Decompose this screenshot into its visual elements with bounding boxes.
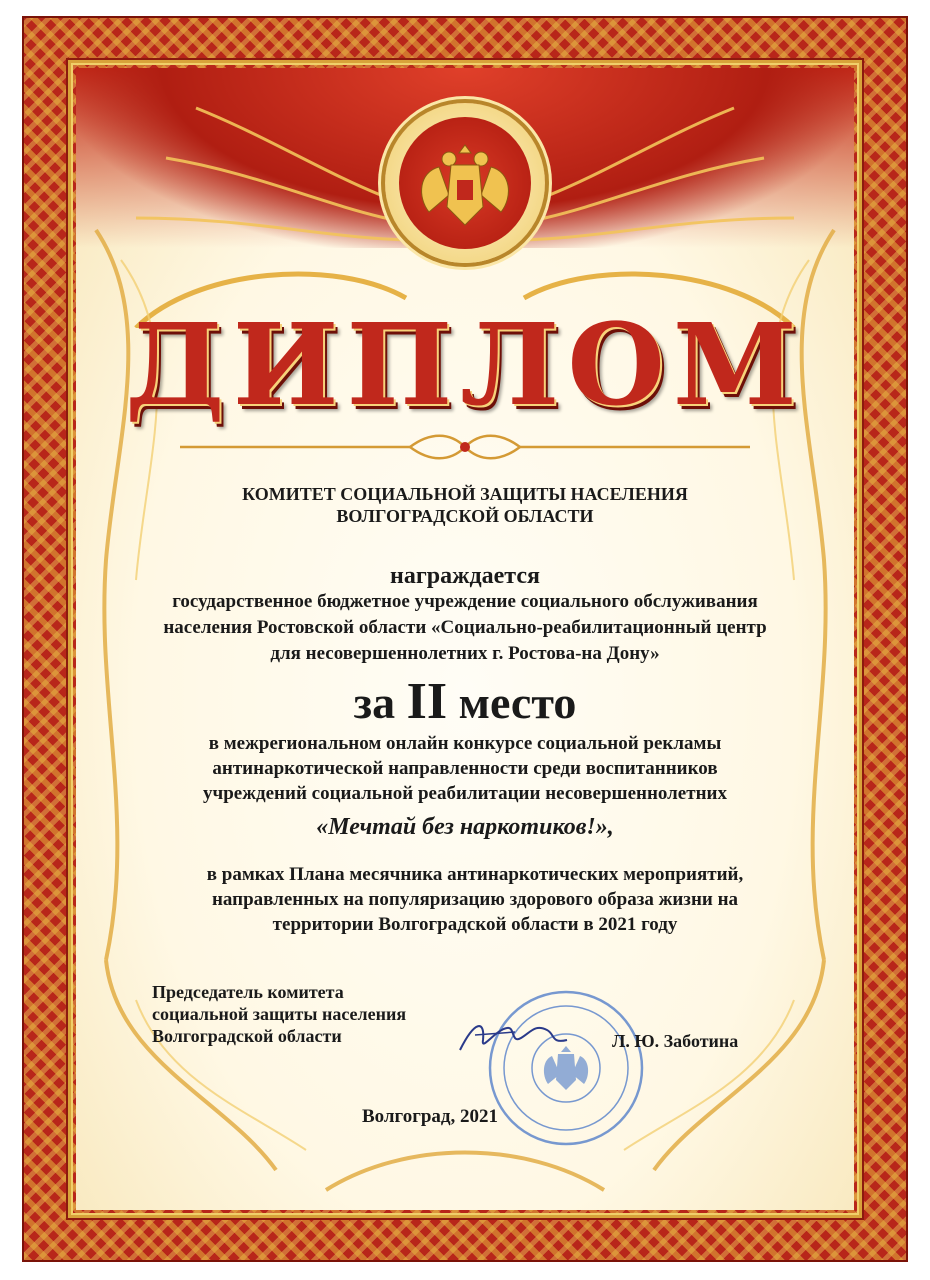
context-line-3: территории Волгоградской области в 2021 году — [272, 914, 678, 935]
signatory-position-line-2: социальной защиты населения — [152, 1004, 407, 1024]
contest-description — [90, 731, 840, 806]
signatory-name: Л. Ю. Заботина — [612, 1031, 739, 1051]
recipient-line-3: для несовершеннолетних г. Ростова-на Дону» — [270, 643, 660, 664]
diploma-title: ДИПЛОМ — [125, 300, 805, 431]
contest-line-3: учреждений социальной реабилитации несовершеннолетних — [203, 783, 727, 804]
place-number: II — [406, 673, 448, 730]
signatory-position-line-3: Волгоградской области — [152, 1026, 342, 1046]
awarded-label: награждается — [390, 563, 540, 589]
event-context — [130, 862, 820, 937]
recipient-line-1: государственное бюджетное учреждение социального обслуживания — [172, 591, 758, 612]
handwritten-signature — [455, 1010, 575, 1060]
signatory-position — [152, 981, 472, 1047]
contest-line-2: антинаркотической направленности среди воспитанников — [212, 758, 718, 779]
signatory-position-line-1: Председатель комитета — [152, 982, 344, 1002]
double-headed-eagle-icon — [399, 117, 531, 249]
contest-slogan: «Мечтай без наркотиков!», — [316, 814, 614, 840]
issuer-line-2: ВОЛГОГРАДСКОЙ ОБЛАСТИ — [336, 506, 594, 526]
ornamental-divider — [180, 432, 750, 462]
contest-line-1: в межрегиональном онлайн конкурсе социальной рекламы — [208, 733, 722, 754]
award-place — [100, 675, 830, 730]
recipient-name — [90, 589, 840, 667]
issuer-name — [100, 483, 830, 527]
place-suffix: место — [458, 677, 577, 728]
place-and-date: Волгоград, 2021 — [361, 1106, 499, 1127]
context-line-1: в рамках Плана месячника антинаркотических мероприятий, — [206, 864, 744, 885]
recipient-line-2: населения Ростовской области «Социально-реабилитационный центр — [163, 617, 767, 638]
coat-of-arms-emblem — [385, 103, 545, 263]
issuer-line-1: КОМИТЕТ СОЦИАЛЬНОЙ ЗАЩИТЫ НАСЕЛЕНИЯ — [242, 484, 688, 504]
place-prefix: за — [353, 677, 396, 728]
context-line-2: направленных на популяризацию здорового образа жизни на — [211, 889, 739, 910]
